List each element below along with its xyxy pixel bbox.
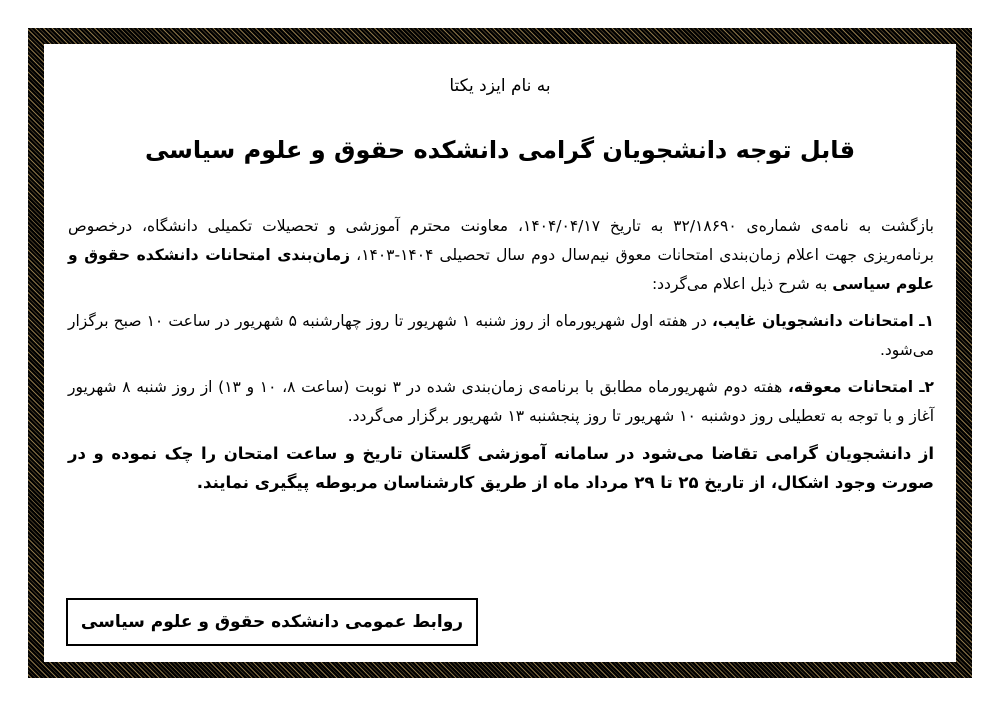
intro-text-end: به شرح ذیل اعلام می‌گردد:	[651, 275, 833, 293]
item-1-heading: ۱ـ امتحانات دانشجویان غایب،	[711, 312, 934, 330]
bismillah-heading: به نام ایزد یکتا	[449, 76, 551, 96]
item-2-text: هفته دوم شهریورماه مطابق با برنامه‌ی زمان‌بندی شده در ۳ نوبت (ساعت ۸، ۱۰ و ۱۳) از روز شنبه ۸ شهریور آغاز و با توجه به تعطیلی روز دوشنبه ۱۰ شهریور تا روز پنجشنبه ۱۳ شهریور برگزار می‌گردد.	[68, 378, 934, 425]
item-1-text: در هفته اول شهریورماه از روز شنبه ۱ شهریور تا روز چهارشنبه ۵ شهریور در ساعت ۱۰ صبح برگزار می‌شود.	[68, 312, 934, 359]
intro-text-start: بازگشت به نامه‌ی شماره‌ی ۳۲/۱۸۶۹۰ به تاریخ ۱۴۰۴/۰۴/۱۷، معاونت محترم آموزشی و تحصیلات تکمیلی دانشگاه، درخصوص برنامه‌ریزی جهت اعلام زمان‌بندی امتحانات معوق نیم‌سال دوم سال تحصیلی ۱۴۰۴-۱۴۰۳،	[68, 217, 934, 264]
item-1-paragraph	[68, 307, 934, 365]
notice-page	[44, 44, 956, 662]
closing-paragraph: از دانشجویان گرامی تقاضا می‌شود در سامانه آموزشی گلستان تاریخ و ساعت امتحان را چک نموده و در صورت وجود اشکال، از تاریخ ۲۵ تا ۲۹ مرداد ماه از طریق کارشناسان مربوطه پیگیری نمایند.	[68, 444, 934, 492]
item-2-heading: ۲ـ امتحانات معوقه،	[787, 378, 934, 396]
item-2-paragraph	[68, 373, 934, 431]
notice-body	[68, 212, 934, 505]
intro-text-bold: زمان‌بندی امتحانات دانشکده حقوق و علوم سیاسی	[68, 246, 934, 293]
intro-paragraph	[68, 212, 934, 299]
notice-title: قابل توجه دانشجویان گرامی دانشکده حقوق و علوم سیاسی	[144, 136, 856, 164]
signature-box: روابط عمومی دانشکده حقوق و علوم سیاسی	[66, 598, 478, 646]
